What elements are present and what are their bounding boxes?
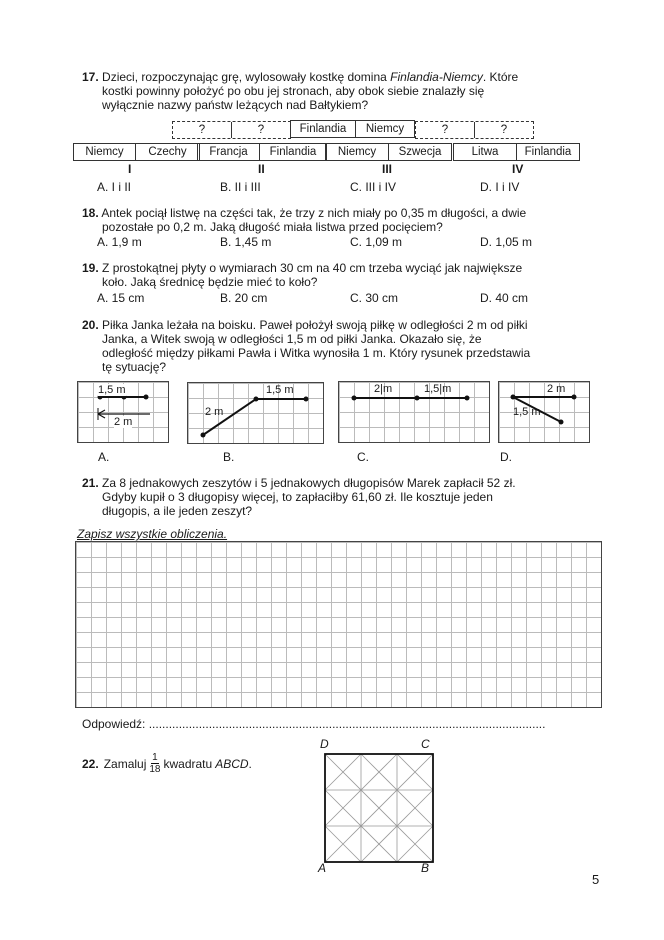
domino-cell: Finlandia — [524, 146, 572, 158]
question-text: długopis, a ile jeden zeszyt? — [102, 504, 253, 518]
domino-option-2 — [197, 143, 327, 161]
ball — [511, 395, 516, 400]
diagram-c-drawing — [339, 382, 489, 442]
domino-cell: ? — [257, 124, 265, 136]
answer-option: C. 30 cm — [350, 291, 399, 305]
question-18 — [82, 206, 592, 234]
fraction — [149, 752, 160, 775]
question-text: Z prostokątnej płyty o wymiarach 30 cm na 40 cm trzeba wyciąć jak największe — [102, 261, 523, 275]
domino-finlandia-niemcy — [290, 120, 415, 138]
domino-option-3 — [325, 143, 452, 161]
ball — [304, 397, 309, 402]
option-label: C. — [357, 450, 369, 464]
label-2m: 2|m — [374, 383, 393, 395]
question-text: tę sytuację? — [102, 360, 167, 374]
unknown-domino-left — [172, 121, 291, 139]
question-text: odległość między piłkami Pawła i Witka wynosiła 1 m. Który rysunek przedstawia — [102, 346, 531, 360]
question-text: Piłka Janka leżała na boisku. Paweł położył swoją piłkę w odległości 2 m od piłki — [102, 318, 528, 332]
answer-option: D. I i IV — [480, 180, 520, 194]
ball — [559, 420, 564, 425]
question-text: Antek pociął listwę na części tak, że trzy z nich miały po 0,35 m długości, a dwie — [101, 206, 527, 220]
domino-cell: Niemcy — [326, 144, 389, 160]
answer-option: A. I i II — [97, 180, 132, 194]
square-abcd[interactable] — [318, 738, 438, 868]
question-number: 20. — [82, 318, 99, 332]
answer-option: A. 15 cm — [97, 291, 145, 305]
question-20 — [82, 318, 592, 374]
ball — [201, 433, 206, 438]
roman-label: IV — [512, 162, 524, 176]
answer-option: C. III i IV — [350, 180, 397, 194]
answer-label: Odpowiedź: — [82, 717, 149, 731]
domino-cell: ? — [173, 122, 232, 138]
question-number: 19. — [82, 261, 99, 275]
domino-cell: ? — [416, 122, 475, 138]
question-number: 22. — [82, 756, 99, 771]
option-label: A. — [98, 450, 110, 464]
question-21 — [82, 476, 592, 518]
unknown-domino-right — [415, 121, 534, 139]
answer-option: D. 1,05 m — [480, 235, 533, 249]
question-text: pozostałe po 0,2 m. Jaką długość miała listwa przed pocięciem? — [102, 220, 443, 234]
vertex-d-label: D — [320, 737, 329, 751]
question-17 — [82, 70, 592, 112]
answer-option: A. 1,9 m — [97, 235, 142, 249]
question-number: 17. — [82, 70, 99, 84]
question-number: 18. — [82, 206, 99, 220]
domino-option-1 — [73, 143, 200, 161]
vertex-c-label: C — [421, 737, 430, 751]
label-1-5m: 1,5|m — [424, 383, 452, 395]
domino-option-4 — [453, 143, 580, 161]
question-text-italic: Finlandia-Niemcy — [390, 70, 483, 84]
answer-option: D. 40 cm — [480, 291, 529, 305]
instruction: Zapisz wszystkie obliczenia. — [77, 527, 228, 541]
calculation-grid[interactable] — [75, 541, 602, 708]
domino-cell: ? — [500, 124, 508, 136]
domino-cell: Francja — [198, 144, 260, 160]
question-22 — [82, 752, 252, 775]
option-label: D. — [500, 450, 512, 464]
roman-label: II — [258, 162, 265, 176]
domino-cell: Czechy — [148, 146, 187, 158]
question-text: koło. Jaką średnicę będzie mieć to koło? — [102, 275, 318, 289]
question-text: Gdyby kupił o 3 długopisy więcej, to zapłaciłby 61,60 zł. Ile kosztuje jeden — [102, 490, 493, 504]
question-text: . Które — [482, 70, 519, 84]
diagram-d — [498, 381, 590, 443]
square-name: ABCD — [215, 756, 249, 771]
label-1-5m: 1,5 m — [98, 384, 126, 396]
domino-cell: Finlandia — [291, 121, 356, 137]
vertex-b-label: B — [421, 861, 430, 875]
question-19 — [82, 261, 592, 289]
answer-dots: ....................................................................................................................... — [148, 717, 546, 731]
fraction-numerator: 1 — [152, 752, 158, 763]
label-1-5m: 1,5 m — [266, 384, 294, 396]
label-1-5m: 1,5 m — [513, 406, 541, 418]
fraction-denominator: 18 — [149, 764, 161, 775]
option-label: B. — [223, 450, 235, 464]
page-number: 5 — [592, 872, 600, 887]
domino-cell: Niemcy — [74, 144, 136, 160]
diagram-c — [338, 381, 490, 443]
ball — [572, 395, 577, 400]
question-text: Zamaluj — [103, 756, 147, 771]
ball — [415, 396, 420, 401]
question-text: Za 8 jednakowych zeszytów i 5 jednakowych długopisów Marek zapłacił 52 zł. — [102, 476, 516, 490]
domino-cell: Finlandia — [269, 146, 317, 158]
vertex-a-label: A — [318, 861, 327, 875]
question-text: wyłącznie nazwy państw leżących nad Bałtykiem? — [102, 98, 369, 112]
ball — [254, 397, 259, 402]
roman-label: I — [128, 162, 132, 176]
domino-cell: Niemcy — [365, 123, 405, 135]
answer-option: B. 1,45 m — [220, 235, 272, 249]
question-text: kwadratu — [163, 756, 213, 771]
question-text: Dzieci, rozpoczynając grę, wylosowały kostkę domina — [102, 70, 391, 84]
question-text: kostki powinny położyć po obu jej stronach, aby obok siebie znalazły się — [102, 84, 485, 98]
domino-cell: Szwecja — [398, 146, 442, 158]
question-text: Janka, a Witek swoją w odległości 1,5 m od piłki Janka. Okazało się, że — [102, 332, 482, 346]
answer-option: B. 20 cm — [220, 291, 268, 305]
roman-label: III — [382, 162, 393, 176]
domino-cell: Litwa — [454, 144, 517, 160]
answer-line[interactable] — [82, 717, 602, 731]
diagram-a — [77, 381, 169, 443]
answer-option: C. 1,09 m — [350, 235, 403, 249]
answer-option: B. II i III — [220, 180, 261, 194]
ball — [352, 396, 357, 401]
label-2m: 2 m — [205, 406, 224, 418]
ball — [144, 395, 149, 400]
diagram-b — [187, 382, 324, 444]
question-number: 21. — [82, 476, 99, 490]
label-2m: 2 m — [114, 416, 133, 428]
question-text: . — [248, 756, 252, 771]
ball — [465, 396, 470, 401]
label-2m: 2 m — [547, 383, 566, 395]
